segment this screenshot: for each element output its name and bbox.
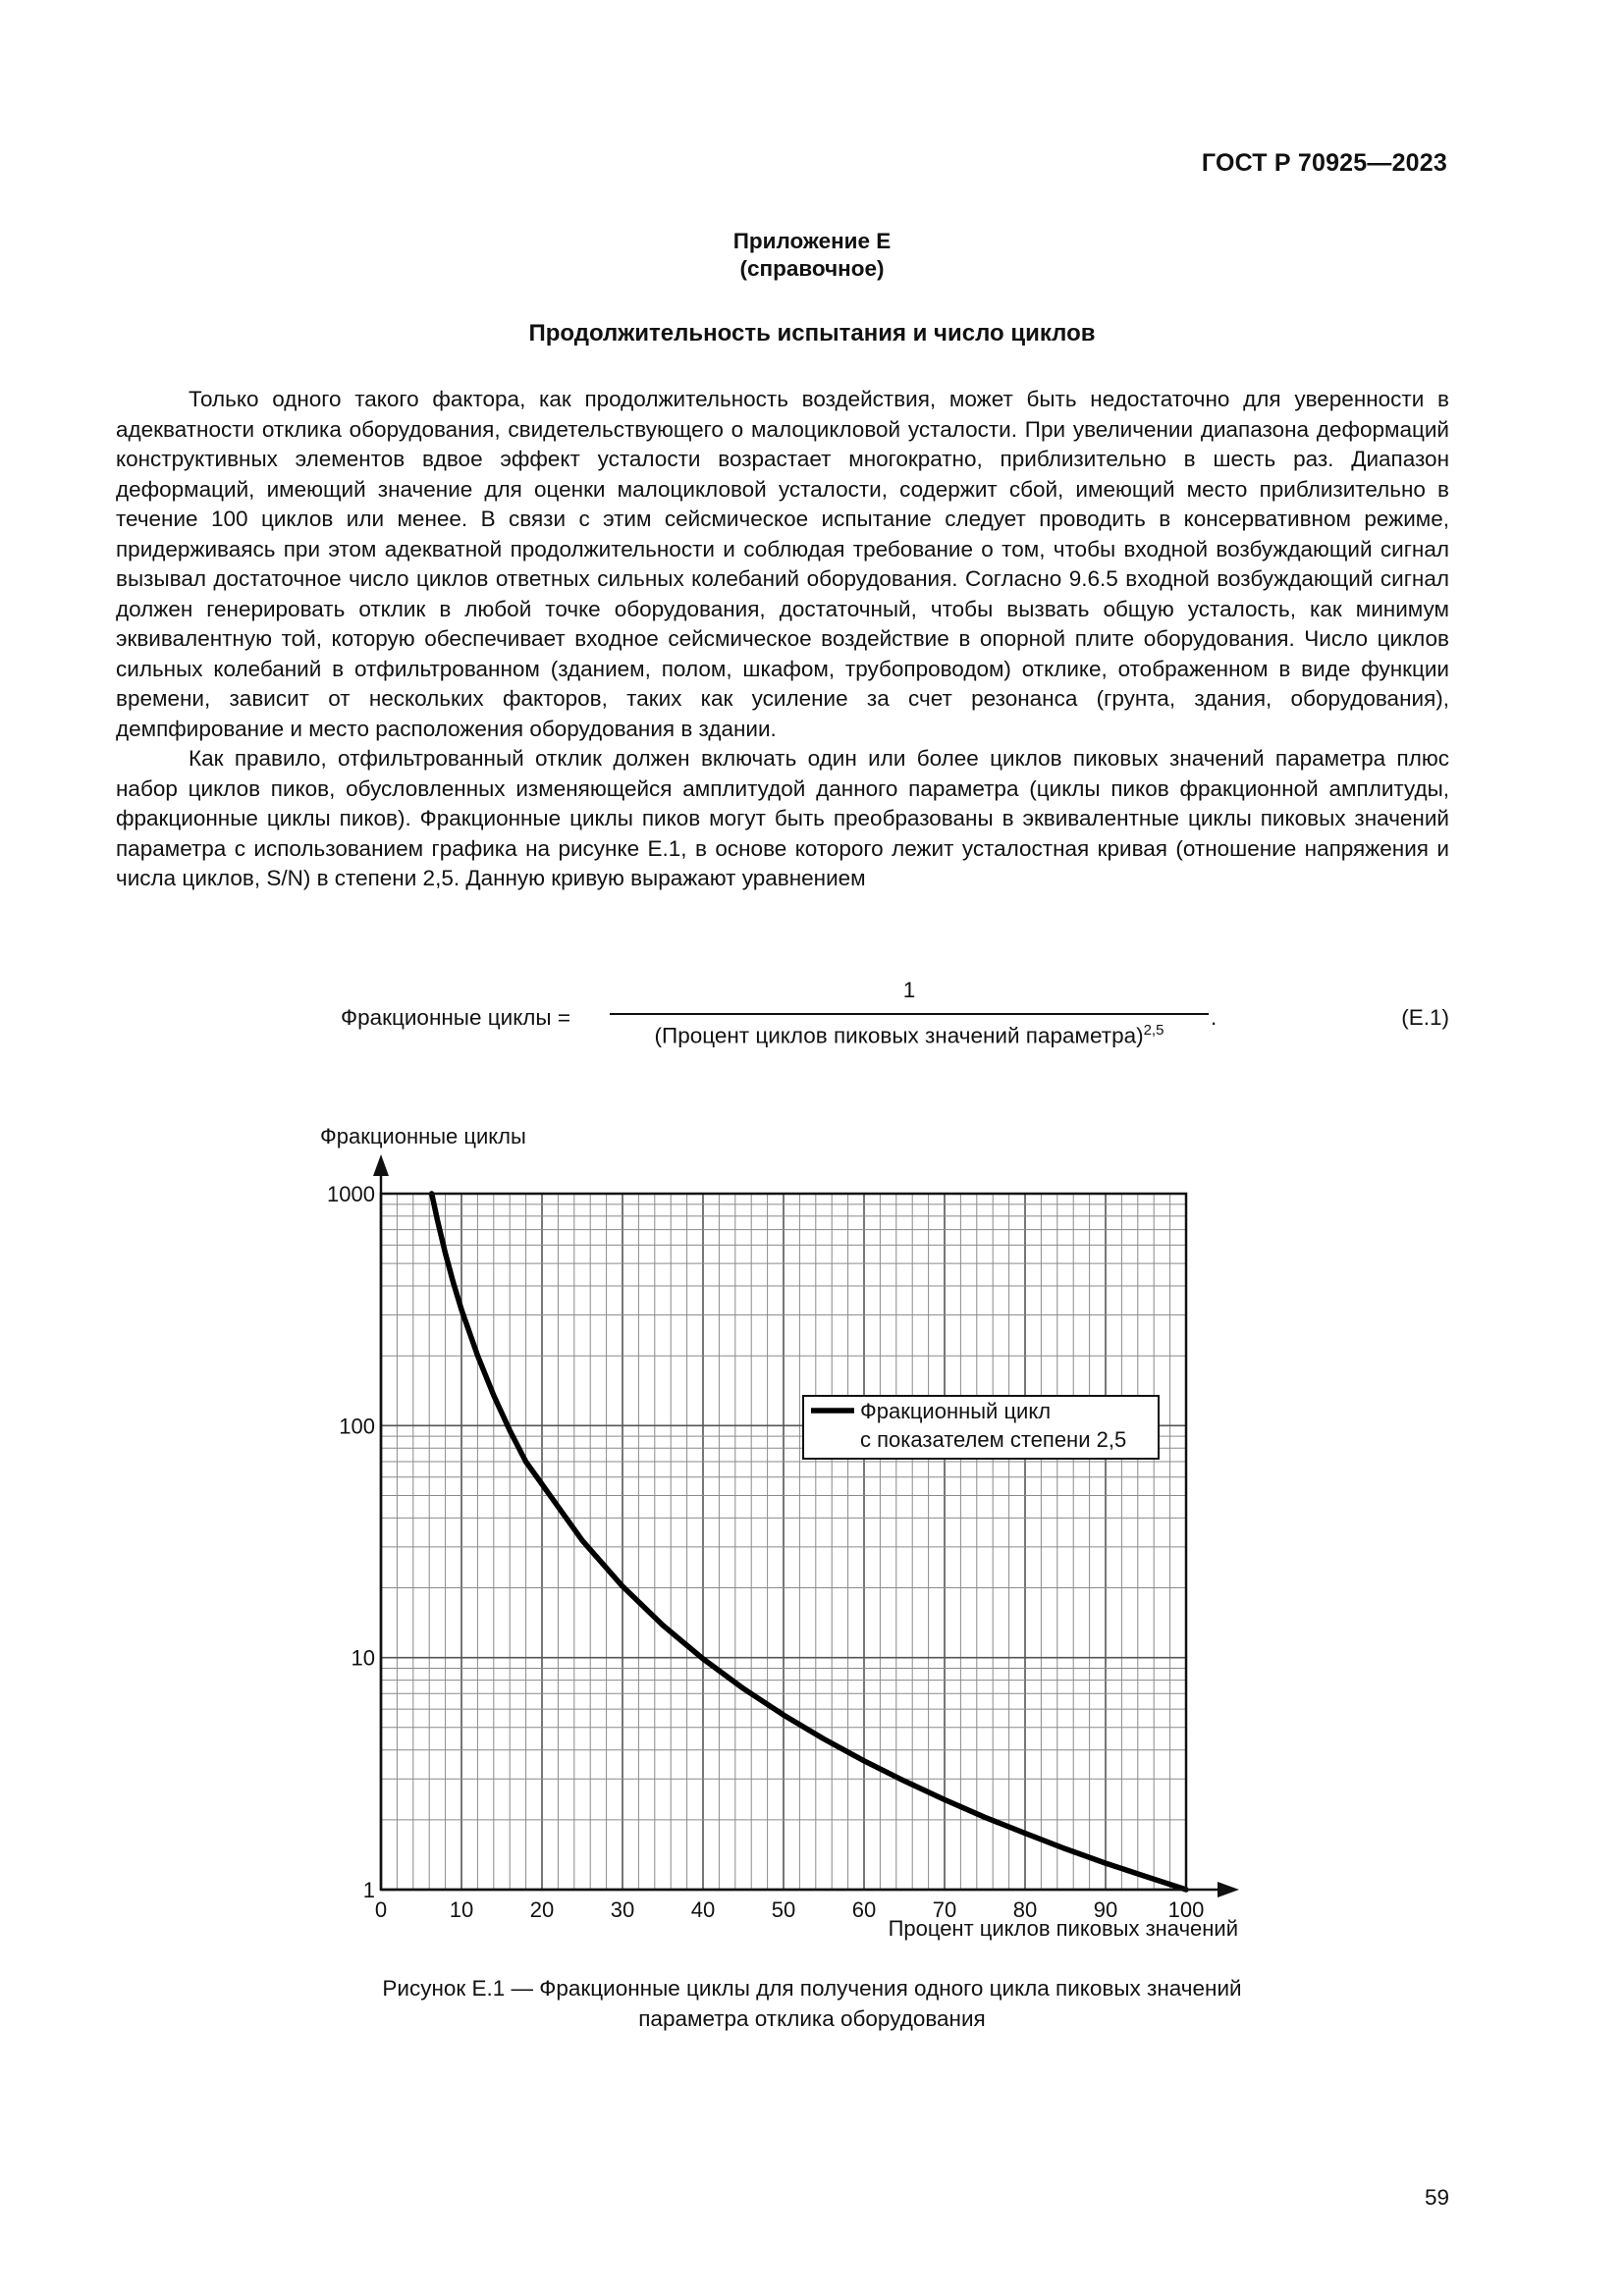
- y-tick-label: 10: [351, 1645, 375, 1671]
- formula-period: .: [1211, 1005, 1218, 1030]
- paragraph: Как правило, отфильтрованный отклик должен включать один или более циклов пиковых значений параметра плюс набор циклов пиков, обусловленных изменяющейся амплитудой данного параметра (циклы пиков фракционной амплитуды, фракционные циклы пиков). Фракционные циклы пиков могут быть преобразованы в эквивалентные циклы пиковых значений параметра с использованием графика на рисунке Е.1, в основе которого лежит усталостная кривая (отношение напряжения и числа циклов, S/N) в степени 2,5. Данную кривую выражают уравнением: [116, 746, 1449, 890]
- y-axis-label: Фракционные циклы: [320, 1124, 526, 1148]
- x-tick-label: 50: [771, 1897, 796, 1922]
- x-tick-label: 80: [1012, 1897, 1038, 1922]
- formula-lhs: Фракционные циклы =: [341, 1005, 570, 1030]
- x-axis-arrow-icon: [1218, 1882, 1239, 1897]
- legend-label-line2: с показателем степени 2,5: [860, 1427, 1127, 1452]
- formula-numerator: 1: [902, 978, 916, 1002]
- paragraph: Только одного такого фактора, как продолжительность воздействия, может быть недостаточно для уверенности в адекватности отклика оборудования, свидетельствующего о малоцикловой усталости. При увеличении диапазона деформаций конструктивных элементов вдвое эффект усталости возрастает многократно, приблизительно в шесть раз. Диапазон деформаций, имеющий значение для оценки малоцикловой усталости, содержит сбой, имеющий место приблизительно в течение 100 циклов или менее. В связи с этим сейсмическое испытание следует проводить в консервативном режиме, придерживаясь при этом адекватной продолжительности и соблюдая требование о том, чтобы входной возбуждающий сигнал вызывал достаточное число циклов ответных сильных колебаний оборудования. Согласно 9.6.5 входной возбуждающий сигнал должен генерировать отклик в любой точке оборудования, достаточный, чтобы вызвать общую усталость, как минимум эквивалентную той, которую обеспечивает входное сейсмическое воздействие в опорной плите оборудования. Число циклов сильных колебаний в отфильтрованном (зданием, полом, шкафом, трубопроводом) отклике, отображенном в виде функции времени, зависит от нескольких факторов, таких как усиление за счет резонанса (грунта, здания, оборудования), демпфирование и место расположения оборудования в здании.: [116, 387, 1449, 741]
- formula-denominator-text: (Процент циклов пиковых значений параметра): [654, 1023, 1144, 1048]
- document-code: ГОСТ Р 70925—2023: [1201, 149, 1447, 177]
- formula-number: (Е.1): [1401, 1005, 1449, 1030]
- x-tick-label: 30: [610, 1897, 635, 1922]
- x-tick-label: 90: [1093, 1897, 1118, 1922]
- x-tick-label: 70: [932, 1897, 957, 1922]
- page-number: 59: [1424, 2185, 1449, 2210]
- axes: [373, 1154, 1239, 1897]
- section-title: Продолжительность испытания и число циклов: [528, 320, 1096, 347]
- y-tick-label: 100: [339, 1414, 375, 1439]
- legend: [803, 1396, 1159, 1459]
- x-tick-label: 10: [449, 1897, 474, 1922]
- x-axis-label: Процент циклов пиковых значений: [888, 1916, 1238, 1941]
- figure-caption: [0, 1973, 1624, 2034]
- y-tick-label: 1: [362, 1878, 375, 1902]
- legend-label-line1: Фракционный цикл: [860, 1399, 1052, 1423]
- x-tick-label: 20: [529, 1897, 555, 1922]
- y-tick-label: 1000: [327, 1182, 375, 1206]
- appendix-subtitle: (справочное): [739, 256, 885, 281]
- y-axis-arrow-icon: [373, 1154, 389, 1176]
- x-tick-label: 100: [1167, 1897, 1205, 1922]
- caption-line-2: параметра отклика оборудования: [638, 2006, 986, 2031]
- x-tick-label: 40: [690, 1897, 716, 1922]
- x-tick-label: 0: [374, 1897, 388, 1922]
- caption-line-1: Рисунок Е.1 — Фракционные циклы для получения одного цикла пиковых значений: [382, 1976, 1242, 2001]
- y-tick-labels: [327, 1182, 375, 1902]
- x-tick-label: 60: [851, 1897, 877, 1922]
- grid-lines: [381, 1194, 1186, 1890]
- formula-exponent: 2,5: [1143, 1022, 1164, 1039]
- appendix-title: Приложение Е: [732, 229, 892, 253]
